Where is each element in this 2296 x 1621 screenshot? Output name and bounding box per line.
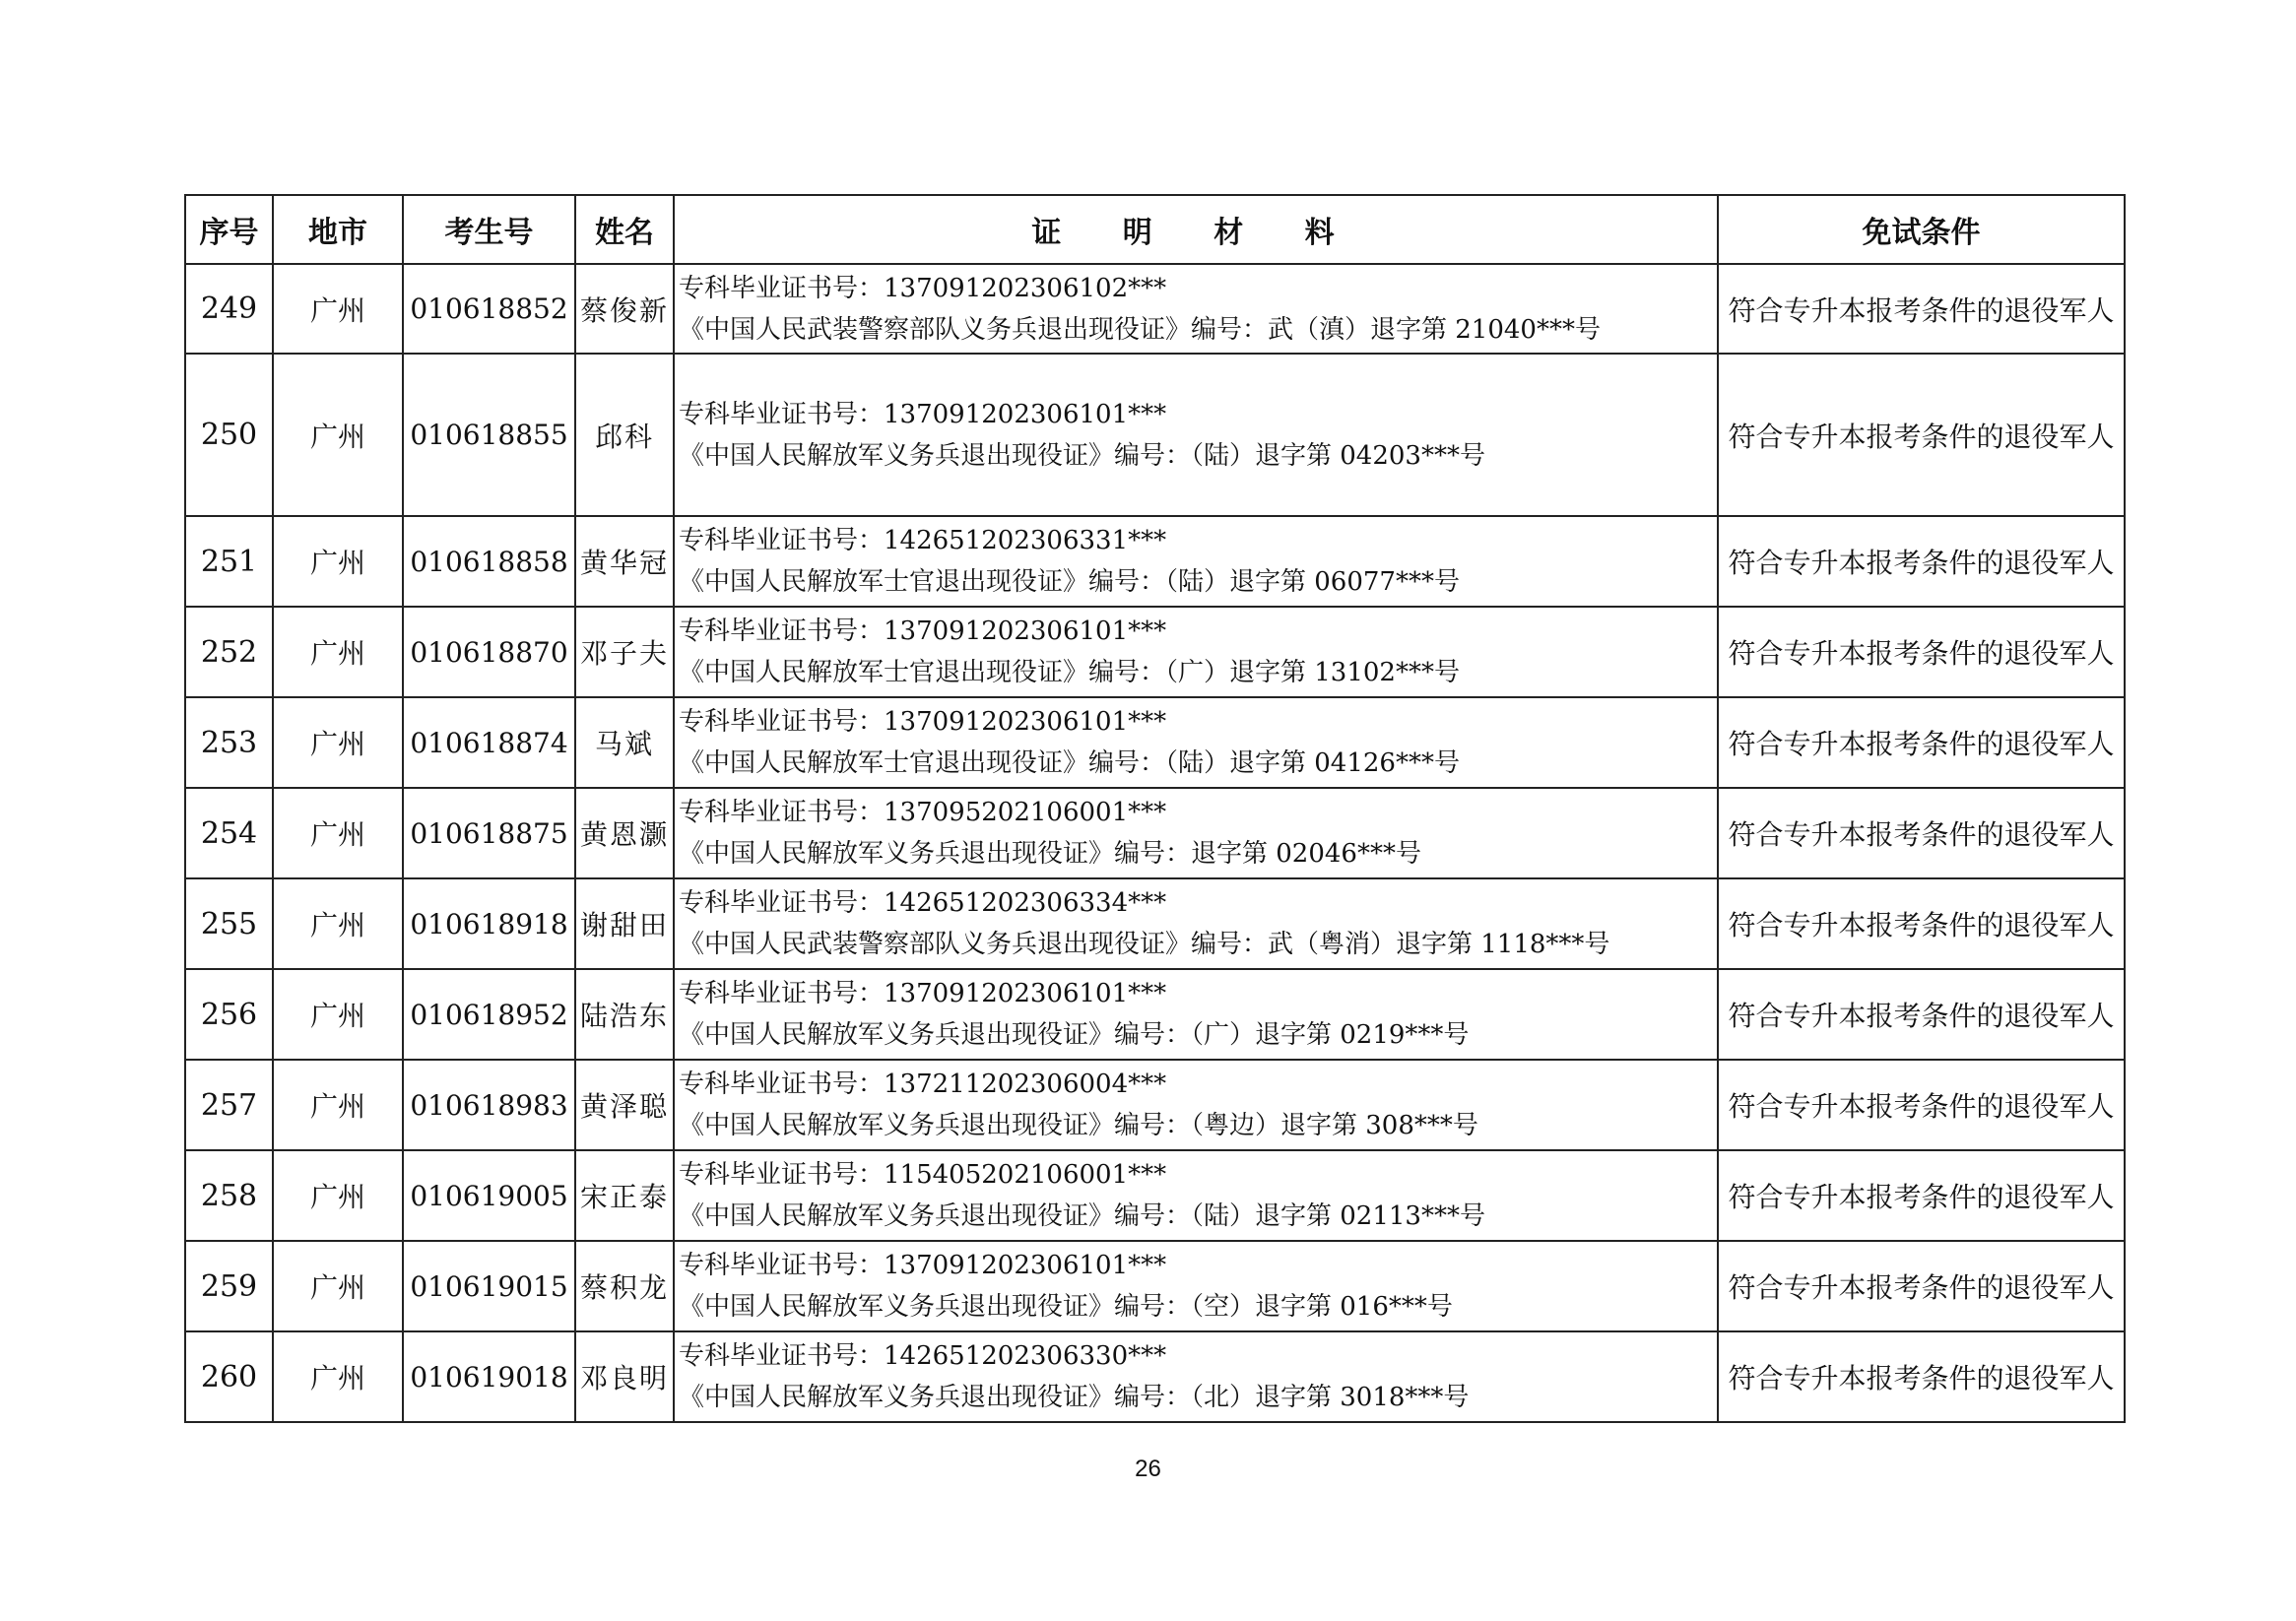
condition-cell: 符合专升本报考条件的退役军人 xyxy=(1718,516,2125,607)
condition-cell: 符合专升本报考条件的退役军人 xyxy=(1718,878,2125,969)
exam-id-cell: 010618875 xyxy=(403,788,575,878)
proof-cell xyxy=(674,878,1718,969)
discharge-certificate-line: 《中国人民解放军义务兵退出现役证》编号：（陆）退字第 04203***号 xyxy=(679,440,1485,471)
table-row xyxy=(185,969,2125,1060)
name-cell: 黄泽聪 xyxy=(575,1060,674,1150)
discharge-certificate-line: 《中国人民解放军士官退出现役证》编号：（陆）退字第 06077***号 xyxy=(679,567,1460,597)
page-number: 26 xyxy=(1135,1456,1161,1482)
header-serial: 序号 xyxy=(185,195,273,264)
serial-cell: 254 xyxy=(185,788,273,878)
city-cell: 广州 xyxy=(273,697,403,788)
serial-cell: 258 xyxy=(185,1150,273,1241)
proof-cell xyxy=(674,697,1718,788)
serial-cell: 252 xyxy=(185,607,273,697)
discharge-certificate-line: 《中国人民武装警察部队义务兵退出现役证》编号：武（滇）退字第 21040***号 xyxy=(679,314,1601,345)
table-row xyxy=(185,1331,2125,1422)
city-cell: 广州 xyxy=(273,354,403,516)
header-name: 姓名 xyxy=(575,195,674,264)
table-row xyxy=(185,878,2125,969)
name-cell: 黄恩灏 xyxy=(575,788,674,878)
diploma-number-line: 专科毕业证书号：137091202306102*** xyxy=(679,273,1167,303)
city-cell: 广州 xyxy=(273,788,403,878)
name-cell: 蔡积龙 xyxy=(575,1241,674,1331)
city-cell: 广州 xyxy=(273,607,403,697)
table-header-row xyxy=(185,195,2125,264)
condition-cell: 符合专升本报考条件的退役军人 xyxy=(1718,264,2125,354)
exam-id-cell: 010618870 xyxy=(403,607,575,697)
table-row xyxy=(185,788,2125,878)
table-row xyxy=(185,697,2125,788)
condition-cell: 符合专升本报考条件的退役军人 xyxy=(1718,1331,2125,1422)
condition-cell: 符合专升本报考条件的退役军人 xyxy=(1718,1150,2125,1241)
discharge-certificate-line: 《中国人民解放军义务兵退出现役证》编号：（广）退字第 0219***号 xyxy=(679,1020,1470,1050)
city-cell: 广州 xyxy=(273,516,403,607)
serial-cell: 253 xyxy=(185,697,273,788)
proof-cell xyxy=(674,1331,1718,1422)
condition-cell: 符合专升本报考条件的退役军人 xyxy=(1718,354,2125,516)
table-row xyxy=(185,607,2125,697)
name-cell: 陆浩东 xyxy=(575,969,674,1060)
diploma-number-line: 专科毕业证书号：142651202306334*** xyxy=(679,888,1167,918)
table-row xyxy=(185,1150,2125,1241)
city-cell: 广州 xyxy=(273,1060,403,1150)
proof-cell xyxy=(674,1241,1718,1331)
table-row xyxy=(185,516,2125,607)
exam-id-cell: 010618852 xyxy=(403,264,575,354)
table-row xyxy=(185,264,2125,354)
proof-cell xyxy=(674,1150,1718,1241)
city-cell: 广州 xyxy=(273,1331,403,1422)
name-cell: 谢甜田 xyxy=(575,878,674,969)
table-row xyxy=(185,1060,2125,1150)
header-city: 地市 xyxy=(273,195,403,264)
exam-id-cell: 010618952 xyxy=(403,969,575,1060)
diploma-number-line: 专科毕业证书号：137091202306101*** xyxy=(679,979,1167,1008)
name-cell: 宋正泰 xyxy=(575,1150,674,1241)
diploma-number-line: 专科毕业证书号：137091202306101*** xyxy=(679,399,1167,429)
condition-cell: 符合专升本报考条件的退役军人 xyxy=(1718,969,2125,1060)
serial-cell: 249 xyxy=(185,264,273,354)
diploma-number-line: 专科毕业证书号：142651202306330*** xyxy=(679,1341,1167,1371)
city-cell: 广州 xyxy=(273,264,403,354)
serial-cell: 255 xyxy=(185,878,273,969)
proof-cell xyxy=(674,354,1718,516)
name-cell: 马斌 xyxy=(575,697,674,788)
diploma-number-line: 专科毕业证书号：137091202306101*** xyxy=(679,707,1167,737)
condition-cell: 符合专升本报考条件的退役军人 xyxy=(1718,607,2125,697)
serial-cell: 256 xyxy=(185,969,273,1060)
condition-cell: 符合专升本报考条件的退役军人 xyxy=(1718,788,2125,878)
serial-cell: 250 xyxy=(185,354,273,516)
header-exam-id: 考生号 xyxy=(403,195,575,264)
exam-id-cell: 010619005 xyxy=(403,1150,575,1241)
discharge-certificate-line: 《中国人民解放军义务兵退出现役证》编号：（粤边）退字第 308***号 xyxy=(679,1111,1478,1140)
exam-id-cell: 010619015 xyxy=(403,1241,575,1331)
proof-cell xyxy=(674,264,1718,354)
exam-id-cell: 010618858 xyxy=(403,516,575,607)
table-row xyxy=(185,1241,2125,1331)
exam-id-cell: 010618983 xyxy=(403,1060,575,1150)
proof-cell xyxy=(674,969,1718,1060)
exam-id-cell: 010618918 xyxy=(403,878,575,969)
discharge-certificate-line: 《中国人民解放军士官退出现役证》编号：（陆）退字第 04126***号 xyxy=(679,748,1460,778)
proof-cell xyxy=(674,607,1718,697)
name-cell: 蔡俊新 xyxy=(575,264,674,354)
veteran-exemption-table xyxy=(184,194,2126,1423)
serial-cell: 257 xyxy=(185,1060,273,1150)
discharge-certificate-line: 《中国人民解放军义务兵退出现役证》编号：（空）退字第 016***号 xyxy=(679,1292,1453,1322)
city-cell: 广州 xyxy=(273,878,403,969)
discharge-certificate-line: 《中国人民武装警察部队义务兵退出现役证》编号：武（粤消）退字第 1118***号 xyxy=(679,930,1610,959)
city-cell: 广州 xyxy=(273,1241,403,1331)
city-cell: 广州 xyxy=(273,1150,403,1241)
discharge-certificate-line: 《中国人民解放军士官退出现役证》编号：（广）退字第 13102***号 xyxy=(679,658,1460,687)
condition-cell: 符合专升本报考条件的退役军人 xyxy=(1718,1060,2125,1150)
proof-cell xyxy=(674,788,1718,878)
diploma-number-line: 专科毕业证书号：137211202306004*** xyxy=(679,1070,1167,1099)
condition-cell: 符合专升本报考条件的退役军人 xyxy=(1718,697,2125,788)
serial-cell: 260 xyxy=(185,1331,273,1422)
header-exemption-condition: 免试条件 xyxy=(1718,195,2125,264)
table-row xyxy=(185,354,2125,516)
exam-id-cell: 010619018 xyxy=(403,1331,575,1422)
diploma-number-line: 专科毕业证书号：137091202306101*** xyxy=(679,616,1167,646)
discharge-certificate-line: 《中国人民解放军义务兵退出现役证》编号：（陆）退字第 02113***号 xyxy=(679,1201,1485,1231)
exam-id-cell: 010618855 xyxy=(403,354,575,516)
diploma-number-line: 专科毕业证书号：142651202306331*** xyxy=(679,526,1167,555)
serial-cell: 259 xyxy=(185,1241,273,1331)
discharge-certificate-line: 《中国人民解放军义务兵退出现役证》编号：退字第 02046***号 xyxy=(679,839,1421,869)
diploma-number-line: 专科毕业证书号：137091202306101*** xyxy=(679,1251,1167,1280)
serial-cell: 251 xyxy=(185,516,273,607)
name-cell: 邓良明 xyxy=(575,1331,674,1422)
exam-id-cell: 010618874 xyxy=(403,697,575,788)
header-proof-materials: 证 明 材 料 xyxy=(674,195,1718,264)
diploma-number-line: 专科毕业证书号：115405202106001*** xyxy=(679,1160,1167,1190)
discharge-certificate-line: 《中国人民解放军义务兵退出现役证》编号：（北）退字第 3018***号 xyxy=(679,1383,1470,1412)
diploma-number-line: 专科毕业证书号：137095202106001*** xyxy=(679,798,1167,827)
condition-cell: 符合专升本报考条件的退役军人 xyxy=(1718,1241,2125,1331)
name-cell: 黄华冠 xyxy=(575,516,674,607)
city-cell: 广州 xyxy=(273,969,403,1060)
proof-cell xyxy=(674,516,1718,607)
name-cell: 邱科 xyxy=(575,354,674,516)
proof-cell xyxy=(674,1060,1718,1150)
name-cell: 邓子夫 xyxy=(575,607,674,697)
